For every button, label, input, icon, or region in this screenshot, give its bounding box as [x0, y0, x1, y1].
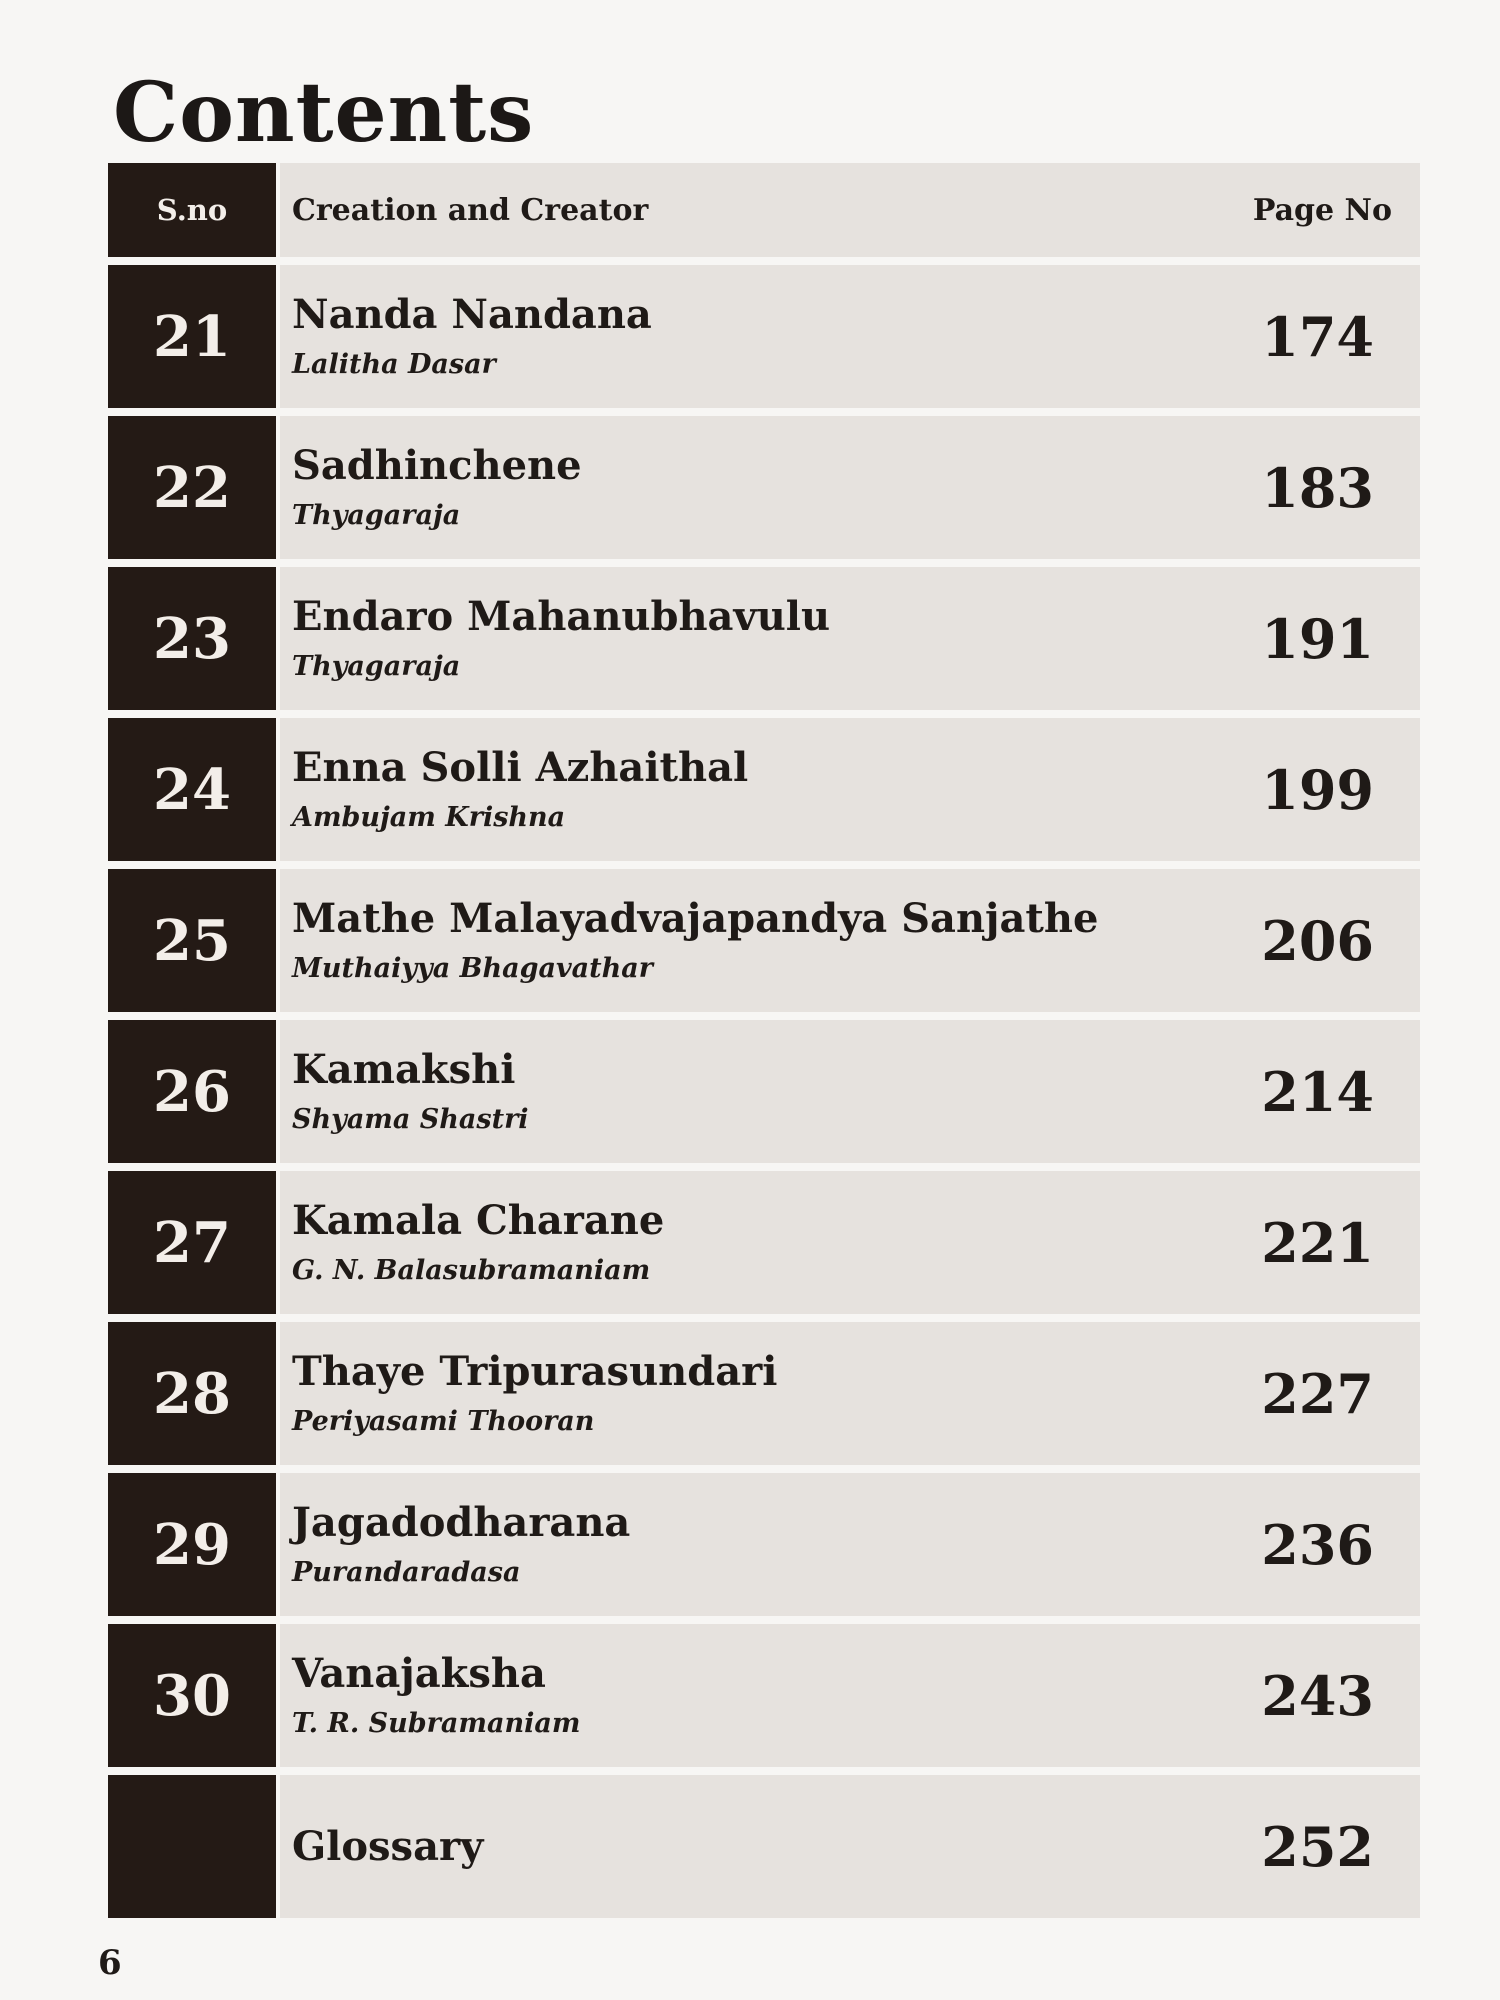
table-row[interactable]: [108, 265, 1420, 408]
entry-creator: Thyagaraja: [292, 500, 461, 531]
entry-page-number: 174: [1261, 304, 1374, 369]
entry-page-number: 206: [1261, 908, 1374, 973]
entry-body: [280, 1171, 1420, 1314]
entry-creator: Thyagaraja: [292, 651, 461, 682]
entry-title: Nanda Nandana: [292, 291, 652, 338]
glossary-page-number: 252: [1261, 1814, 1374, 1879]
glossary-label: Glossary: [292, 1823, 484, 1870]
entry-text: [292, 897, 1098, 984]
entry-body: [280, 1322, 1420, 1465]
table-row[interactable]: [108, 1473, 1420, 1616]
entry-sno: 28: [108, 1322, 276, 1465]
entry-body: [280, 1473, 1420, 1616]
entry-title: Mathe Malayadvajapandya Sanjathe: [292, 895, 1099, 942]
entry-sno: 24: [108, 718, 276, 861]
table-header: [108, 163, 1420, 257]
page-title: Contents: [113, 65, 535, 161]
entry-page-number: 227: [1261, 1361, 1374, 1426]
contents-table: [108, 163, 1420, 1918]
entry-body: [280, 265, 1420, 408]
glossary-sno: [108, 1775, 276, 1918]
header-creation: Creation and Creator: [292, 192, 649, 228]
entry-creator: Ambujam Krishna: [292, 802, 566, 833]
entry-body: [280, 869, 1420, 1012]
entry-text: [292, 444, 582, 531]
table-row[interactable]: [108, 567, 1420, 710]
table-row[interactable]: [108, 718, 1420, 861]
entry-title: Kamala Charane: [292, 1197, 665, 1244]
entry-sno: 23: [108, 567, 276, 710]
entry-sno: 25: [108, 869, 276, 1012]
entry-creator: Periyasami Thooran: [292, 1406, 595, 1437]
entry-title: Kamakshi: [292, 1046, 516, 1093]
entry-creator: Shyama Shastri: [292, 1104, 529, 1135]
entry-title: Jagadodharana: [292, 1499, 631, 1546]
entry-sno: 21: [108, 265, 276, 408]
entry-sno: 29: [108, 1473, 276, 1616]
entry-page-number: 199: [1261, 757, 1374, 822]
entry-text: [292, 1501, 630, 1588]
entry-text: [292, 293, 652, 380]
entry-body: [280, 416, 1420, 559]
entry-text: [292, 1048, 529, 1135]
entry-creator: G. N. Balasubramaniam: [292, 1255, 651, 1286]
entry-page-number: 191: [1261, 606, 1374, 671]
entry-page-number: 214: [1261, 1059, 1374, 1124]
entry-page-number: 243: [1261, 1663, 1374, 1728]
table-row[interactable]: [108, 1020, 1420, 1163]
entry-text: [292, 746, 748, 833]
glossary-row[interactable]: [108, 1775, 1420, 1918]
header-sno: S.no: [108, 163, 276, 257]
entry-body: [280, 1624, 1420, 1767]
header-body: [280, 163, 1420, 257]
entry-sno: 30: [108, 1624, 276, 1767]
entry-body: [280, 718, 1420, 861]
glossary-body: [280, 1775, 1420, 1918]
entry-sno: 22: [108, 416, 276, 559]
entry-title: Thaye Tripurasundari: [292, 1348, 778, 1395]
entry-creator: Purandaradasa: [292, 1557, 521, 1588]
entry-text: [292, 1350, 777, 1437]
entry-creator: Lalitha Dasar: [292, 349, 496, 380]
entry-title: Vanajaksha: [292, 1650, 546, 1697]
table-row[interactable]: [108, 1322, 1420, 1465]
entry-text: [292, 595, 830, 682]
entry-sno: 27: [108, 1171, 276, 1314]
entry-page-number: 183: [1261, 455, 1374, 520]
table-row[interactable]: [108, 1171, 1420, 1314]
entry-creator: T. R. Subramaniam: [292, 1708, 581, 1739]
table-row[interactable]: [108, 869, 1420, 1012]
entry-title: Enna Solli Azhaithal: [292, 744, 749, 791]
entry-page-number: 236: [1261, 1512, 1374, 1577]
header-page-no: Page No: [1252, 192, 1392, 228]
entry-page-number: 221: [1261, 1210, 1374, 1275]
table-row[interactable]: [108, 1624, 1420, 1767]
entry-text: [292, 1652, 580, 1739]
entry-title: Endaro Mahanubhavulu: [292, 593, 831, 640]
entry-text: [292, 1199, 664, 1286]
entry-title: Sadhinchene: [292, 442, 582, 489]
entry-body: [280, 567, 1420, 710]
folio-page-number: 6: [98, 1943, 122, 1983]
entry-body: [280, 1020, 1420, 1163]
entry-creator: Muthaiyya Bhagavathar: [292, 953, 653, 984]
entry-sno: 26: [108, 1020, 276, 1163]
table-row[interactable]: [108, 416, 1420, 559]
